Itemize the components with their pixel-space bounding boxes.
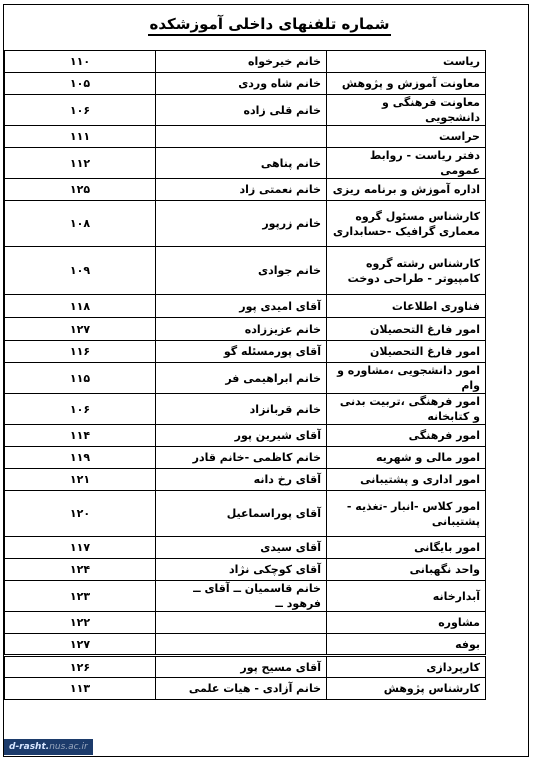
extension-cell: ۱۲۵ <box>5 179 156 201</box>
table-row <box>5 612 486 634</box>
page-title <box>0 15 539 36</box>
person-cell: خانم قاسمیان ــ آقای ــ فرهود ــ <box>156 581 327 612</box>
table-row <box>5 295 486 318</box>
extension-cell: ۱۱۳ <box>5 678 156 700</box>
table-row <box>5 656 486 678</box>
unit-cell: کارشناس پژوهش <box>327 678 486 700</box>
unit-cell: کارشناس رشته گروه کامپیوتر - طراحی دوخت <box>327 247 486 295</box>
person-cell: آقای رخ دانه <box>156 469 327 491</box>
person-cell: آقای سیدی <box>156 537 327 559</box>
person-cell: آقای امیدی پور <box>156 295 327 318</box>
person-cell: آقای مسیح پور <box>156 656 327 678</box>
table-row <box>5 394 486 425</box>
extension-cell: ۱۲۳ <box>5 581 156 612</box>
table-row <box>5 247 486 295</box>
person-cell: خانم جوادی <box>156 247 327 295</box>
table-row <box>5 678 486 700</box>
unit-cell: دفتر ریاست - روابط عمومی <box>327 148 486 179</box>
unit-cell: بوفه <box>327 634 486 656</box>
unit-cell: امور فرهنگی <box>327 425 486 447</box>
extension-cell: ۱۰۶ <box>5 95 156 126</box>
table-row <box>5 201 486 247</box>
table-row <box>5 126 486 148</box>
table-row <box>5 559 486 581</box>
table-row <box>5 51 486 73</box>
person-cell: آقای کوچکی نژاد <box>156 559 327 581</box>
person-cell: آقای شیرین پور <box>156 425 327 447</box>
person-cell: خانم شاه وردی <box>156 73 327 95</box>
table-row <box>5 447 486 469</box>
person-cell: خانم عزیززاده <box>156 318 327 341</box>
unit-cell: کارپردازی <box>327 656 486 678</box>
extension-cell: ۱۲۲ <box>5 612 156 634</box>
person-cell: خانم آزادی - هیات علمی <box>156 678 327 700</box>
unit-cell: ریاست <box>327 51 486 73</box>
table-row <box>5 73 486 95</box>
extension-cell: ۱۲۴ <box>5 559 156 581</box>
phone-directory-table <box>4 50 486 700</box>
person-cell: خانم پناهی <box>156 148 327 179</box>
extension-cell: ۱۲۷ <box>5 634 156 656</box>
person-cell: آقای پورمسئله گو <box>156 341 327 363</box>
unit-cell: کارشناس مسئول گروه معماری گرافیک -حسابداری <box>327 201 486 247</box>
table-row <box>5 634 486 656</box>
extension-cell: ۱۱۷ <box>5 537 156 559</box>
extension-cell: ۱۲۰ <box>5 491 156 537</box>
extension-cell: ۱۱۱ <box>5 126 156 148</box>
table-row <box>5 491 486 537</box>
unit-cell: فناوری اطلاعات <box>327 295 486 318</box>
unit-cell: مشاوره <box>327 612 486 634</box>
unit-cell: امور فارغ التحصیلان <box>327 341 486 363</box>
extension-cell: ۱۱۰ <box>5 51 156 73</box>
table-row <box>5 581 486 612</box>
person-cell: خانم نعمتی زاد <box>156 179 327 201</box>
unit-cell: امور فارغ التحصیلان <box>327 318 486 341</box>
extension-cell: ۱۰۹ <box>5 247 156 295</box>
extension-cell: ۱۱۵ <box>5 363 156 394</box>
page-title-text: شماره تلفنهای داخلی آموزشکده <box>148 15 392 36</box>
extension-cell: ۱۲۷ <box>5 318 156 341</box>
table-row <box>5 341 486 363</box>
table-row <box>5 95 486 126</box>
person-cell: خانم ابراهیمی فر <box>156 363 327 394</box>
person-cell <box>156 126 327 148</box>
table-row <box>5 469 486 491</box>
person-cell: خانم خیرخواه <box>156 51 327 73</box>
extension-cell: ۱۱۸ <box>5 295 156 318</box>
person-cell: خانم قلی زاده <box>156 95 327 126</box>
person-cell: خانم کاظمی -خانم قادر <box>156 447 327 469</box>
person-cell: خانم زرپور <box>156 201 327 247</box>
table-row <box>5 363 486 394</box>
site-watermark <box>4 739 93 755</box>
unit-cell: معاونت فرهنگی و دانشجویی <box>327 95 486 126</box>
extension-cell: ۱۱۶ <box>5 341 156 363</box>
unit-cell: معاونت آموزش و پژوهش <box>327 73 486 95</box>
unit-cell: امور بایگانی <box>327 537 486 559</box>
unit-cell: واحد نگهبانی <box>327 559 486 581</box>
unit-cell: امور اداری و پشتیبانی <box>327 469 486 491</box>
watermark-main: d-rasht. <box>9 742 50 752</box>
extension-cell: ۱۲۶ <box>5 656 156 678</box>
directory-rows <box>5 51 486 700</box>
unit-cell: امور فرهنگی ،تربیت بدنی و کتابخانه <box>327 394 486 425</box>
extension-cell: ۱۱۴ <box>5 425 156 447</box>
table-row <box>5 537 486 559</box>
extension-cell: ۱۱۲ <box>5 148 156 179</box>
unit-cell: امور کلاس -انبار -تغذیه - پشتیبانی <box>327 491 486 537</box>
extension-cell: ۱۰۸ <box>5 201 156 247</box>
table-row <box>5 179 486 201</box>
person-cell: خانم قربانزاد <box>156 394 327 425</box>
unit-cell: حراست <box>327 126 486 148</box>
extension-cell: ۱۲۱ <box>5 469 156 491</box>
extension-cell: ۱۱۹ <box>5 447 156 469</box>
unit-cell: امور دانشجویی ،مشاوره و وام <box>327 363 486 394</box>
watermark-rest: nus.ac.ir <box>49 742 88 752</box>
unit-cell: امور مالی و شهریه <box>327 447 486 469</box>
unit-cell: اداره آموزش و برنامه ریزی <box>327 179 486 201</box>
extension-cell: ۱۰۵ <box>5 73 156 95</box>
person-cell: آقای پوراسماعیل <box>156 491 327 537</box>
unit-cell: آبدارخانه <box>327 581 486 612</box>
table-row <box>5 425 486 447</box>
person-cell <box>156 634 327 656</box>
extension-cell: ۱۰۶ <box>5 394 156 425</box>
table-row <box>5 148 486 179</box>
person-cell <box>156 612 327 634</box>
table-row <box>5 318 486 341</box>
